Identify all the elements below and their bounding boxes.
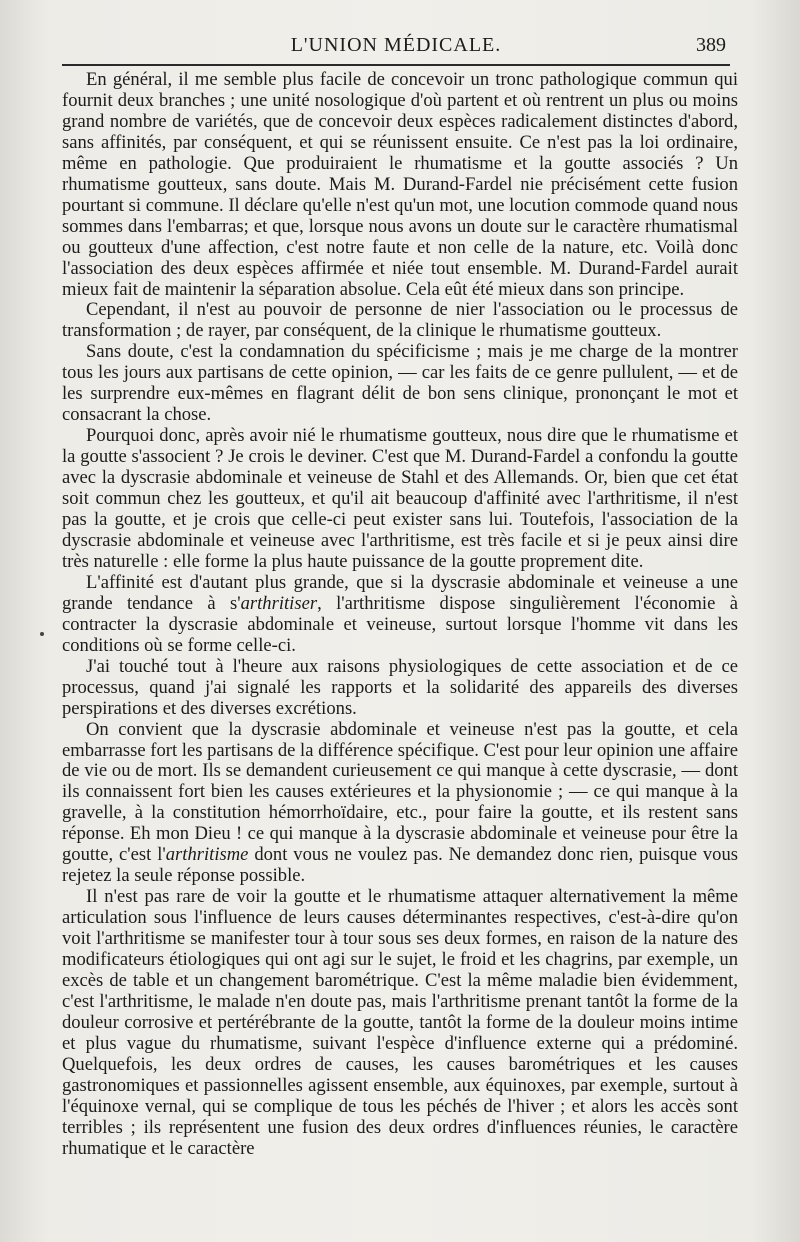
paragraph-text: dont vous ne voulez pas. Ne demandez donc rien, puisque vous rejetez la seule réponse possible. xyxy=(62,844,738,887)
italic-term: arthritisme xyxy=(165,844,249,866)
paragraph-text: L'affinité est d'autant plus grande, que si la dyscrasie abdominale et veineuse a une grande tendance à s' xyxy=(62,571,738,614)
paragraph xyxy=(62,342,738,426)
header-rule xyxy=(62,64,730,66)
paragraph-text: , l'arthritisme dispose singulièrement l'économie à contracter la dyscrasie abdominale et veineuse, surtout lorsque l'homme vit dans les conditions où se forme celle-ci. xyxy=(62,592,738,656)
paragraph xyxy=(62,573,738,657)
paragraph-text: Pourquoi donc, après avoir nié le rhumatisme goutteux, nous dire que le rhumatisme et la goutte s'associent ? Je crois le deviner. C'est que M. Durand-Fardel a confondu la goutte avec la dyscrasie abdominale et veineuse de Stahl et des Allemands. Or, bien que cet état soit commun chez les goutteux, et qu'il ait beaucoup d'affinité avec l'arthritisme, il n'est pas la goutte, et je crois que celle-ci peut exister sans lui. Toutefois, l'association de la dyscrasie abdominale et veineuse avec l'arthritisme, est très facile et si je peux ainsi dire très naturelle : elle forme la plus haute puissance de la goutte proprement dite. xyxy=(62,425,738,572)
journal-title: L'UNION MÉDICALE. xyxy=(290,34,502,56)
paragraph-text: Sans doute, c'est la condamnation du spécificisme ; mais je me charge de la montrer tous les jours aux partisans de cette opinion, — car les faits de ce genre pullulent, — et de les surprendre eux-mêmes en flagrant délit de bon sens clinique, prononçant le mot et consacrant la chose. xyxy=(62,341,738,426)
paragraph-text: On convient que la dyscrasie abdominale et veineuse n'est pas la goutte, et cela embarrasse fort les partisans de la différence spécifique. C'est pour leur opinion une affaire de vie ou de mort. Ils se demandent curieusement ce qui manque à cette dyscrasie, — dont ils connaissent fort bien les causes extérieures et la physionomie ; — ce qui manque à la gravelle, à la constitution hémorrhoïdaire, etc., pour faire la goutte, et ils restent sans réponse. Eh mon Dieu ! ce qui manque à la dyscrasie abdominale et veineuse pour être la goutte, c'est l' xyxy=(62,718,738,866)
paragraph-text: Il n'est pas rare de voir la goutte et le rhumatisme attaquer alternativement la même articulation sous l'influence de leurs causes déterminantes respectives, c'est-à-dire qu'on voit l'arthritisme se manifester tour à tour sous ses deux formes, en raison de la nature des modificateurs étiologiques qui ont agi sur le sujet, le froid et les chagrins, par exemple, un excès de table et un changement barométrique. C'est la même maladie bien évidemment, c'est l'arthritisme, le malade n'en doute pas, mais l'arthritisme prenant tantôt la forme de la douleur corrosive et pertérébrante de la goutte, tantôt la forme de la douleur moins intime et plus vague du rhumatisme, suivant l'espèce d'influence externe qui a prédominé. Quelquefois, les deux ordres de causes, les causes barométriques et les causes gastronomiques et passionnelles agissent ensemble, aux équinoxes, par exemple, surtout à l'équinoxe vernal, qui se complique de tous les péchés de l'hiver ; et alors les accès sont terribles ; ils représentent une fusion des deux ordres d'influences réunies, le caractère rhumatique et le caractère xyxy=(62,886,738,1159)
paragraph xyxy=(62,887,738,1159)
italic-term: arthritiser xyxy=(240,592,318,614)
paragraph xyxy=(62,426,738,573)
paragraph-text: En général, il me semble plus facile de concevoir un tronc pathologique commun qui fournit deux branches ; une unité nosologique d'où partent et où rentrent un plus ou moins grand nombre de variétés, que de concevoir deux espèces radicalement distinctes d'abord, sans affinités, par conséquent, et qui se réunissent ensuite. Ce n'est pas la loi ordinaire, même en pathologie. Que produiraient le rhumatisme et la goutte associés ? Un rhumatisme goutteux, sans doute. Mais M. Durand-Fardel nie précisément cette fusion pourtant si commune. Il déclare qu'elle n'est qu'un mot, une locution commode quand nous sommes dans l'embarras; et que, lorsque nous avons un doute sur le caractère rhumatismal ou goutteux d'une affection, c'est notre faute et non celle de la nature, etc. Voilà donc l'association des deux espèces affirmée et niée tout ensemble. M. Durand-Fardel aurait mieux fait de maintenir la séparation absolue. Cela eût été mieux dans son principe. xyxy=(62,69,738,300)
paragraph xyxy=(62,720,738,888)
paragraph-text: J'ai touché tout à l'heure aux raisons physiologiques de cette association et de ce processus, quand j'ai signalé les rapports et la solidarité des appareils des diverses perspirations et des diverses excrétions. xyxy=(62,655,738,719)
paragraph xyxy=(62,70,738,300)
paragraph xyxy=(62,657,738,720)
paragraph xyxy=(62,300,738,342)
page-number: 389 xyxy=(696,34,726,56)
paragraph-text: Cependant, il n'est au pouvoir de personne de nier l'association ou le processus de transformation ; de rayer, par conséquent, de la clinique le rhumatisme goutteux. xyxy=(62,299,738,342)
running-head xyxy=(62,32,730,60)
margin-mark xyxy=(40,632,44,636)
article-body xyxy=(62,70,738,1160)
